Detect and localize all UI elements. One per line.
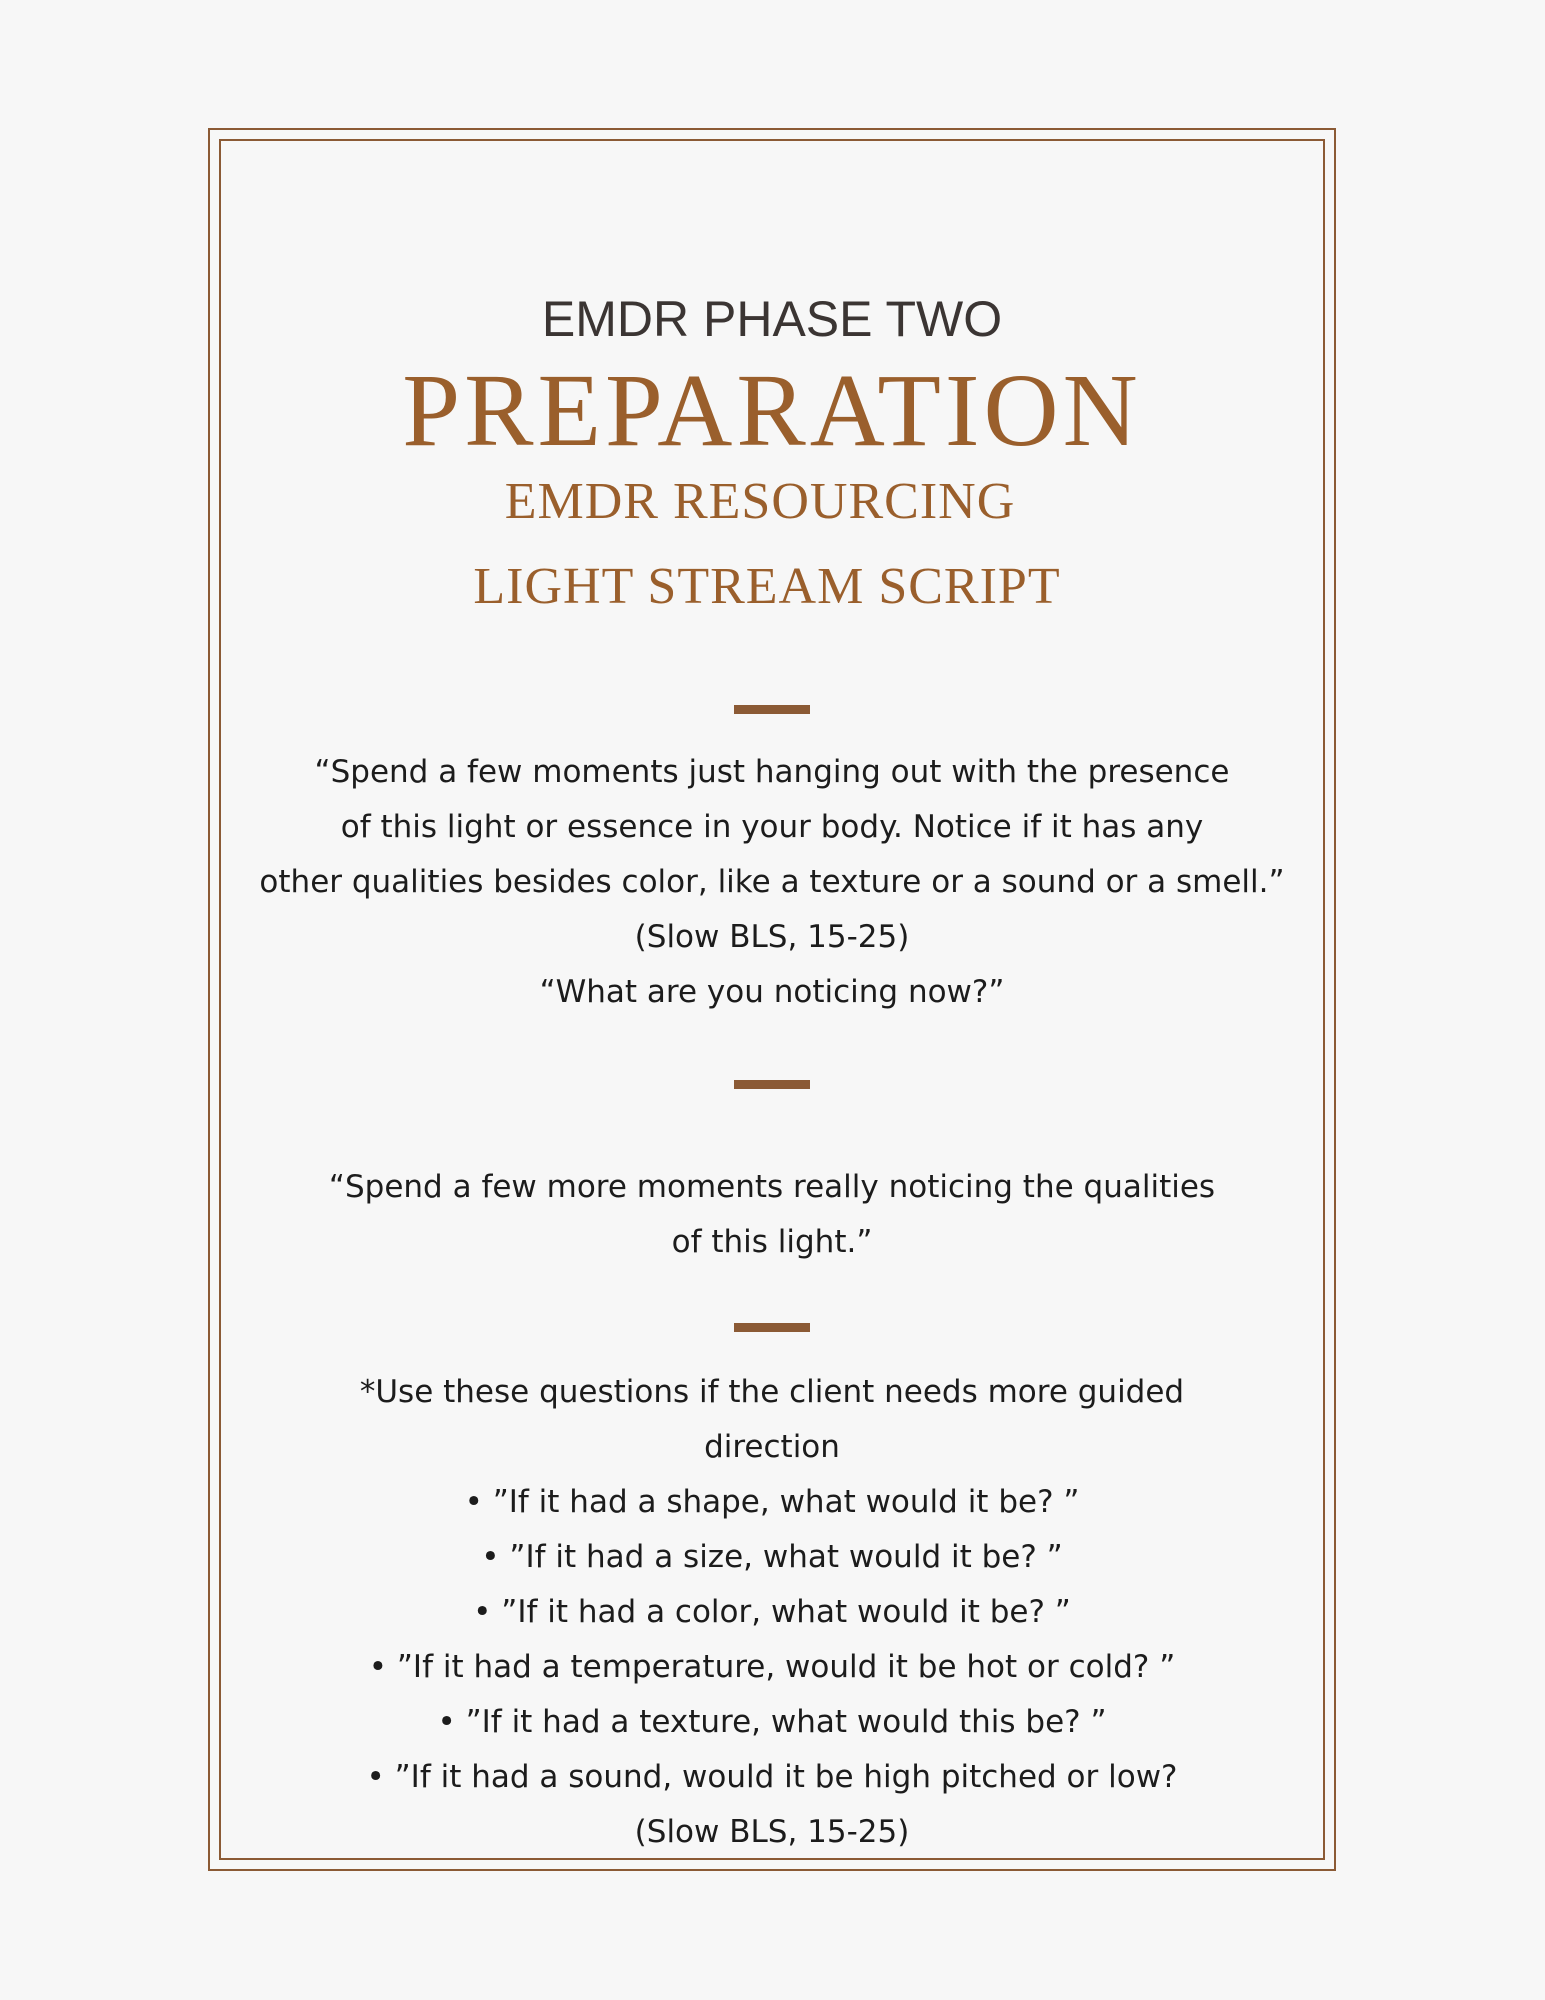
text-line: *Use these questions if the client needs more guided: [359, 1374, 1185, 1410]
guided-questions-section: [219, 1365, 1325, 1860]
question-item: • ”If it had a texture, what would this be? ”: [437, 1704, 1107, 1740]
question-item: • ”If it had a size, what would it be? ”: [481, 1539, 1063, 1575]
document-content: [219, 139, 1325, 1860]
text-line: direction: [704, 1429, 840, 1465]
text-line: (Slow BLS, 15-25): [634, 919, 910, 955]
subtitle-script: LIGHT STREAM SCRIPT: [473, 558, 1061, 615]
question-item: • ”If it had a temperature, would it be hot or cold? ”: [368, 1649, 1176, 1685]
question-item: • ”If it had a sound, would it be high pitched or low?: [366, 1759, 1178, 1795]
question-item: • ”If it had a shape, what would it be? ”: [464, 1484, 1080, 1520]
text-line: “Spend a few more moments really noticing the qualities: [328, 1169, 1216, 1205]
text-line: of this light or essence in your body. Notice if it has any: [340, 809, 1204, 845]
text-line: “What are you noticing now?”: [539, 974, 1005, 1010]
text-line: other qualities besides color, like a texture or a sound or a smell.”: [259, 864, 1285, 900]
text-line: “Spend a few moments just hanging out with the presence: [314, 754, 1230, 790]
subtitle-resourcing: EMDR RESOURCING: [504, 473, 1016, 530]
page-title: PREPARATION: [402, 353, 1142, 468]
question-item: • ”If it had a color, what would it be? ”: [473, 1594, 1071, 1630]
script-section-1: [219, 745, 1325, 1020]
script-section-2: [219, 1160, 1325, 1270]
section-divider: [734, 1323, 810, 1332]
phase-heading: EMDR PHASE TWO: [541, 291, 1003, 347]
text-line: of this light.”: [671, 1224, 873, 1260]
section-divider: [734, 1080, 810, 1089]
text-line: (Slow BLS, 15-25): [634, 1814, 910, 1850]
section-divider: [734, 705, 810, 714]
